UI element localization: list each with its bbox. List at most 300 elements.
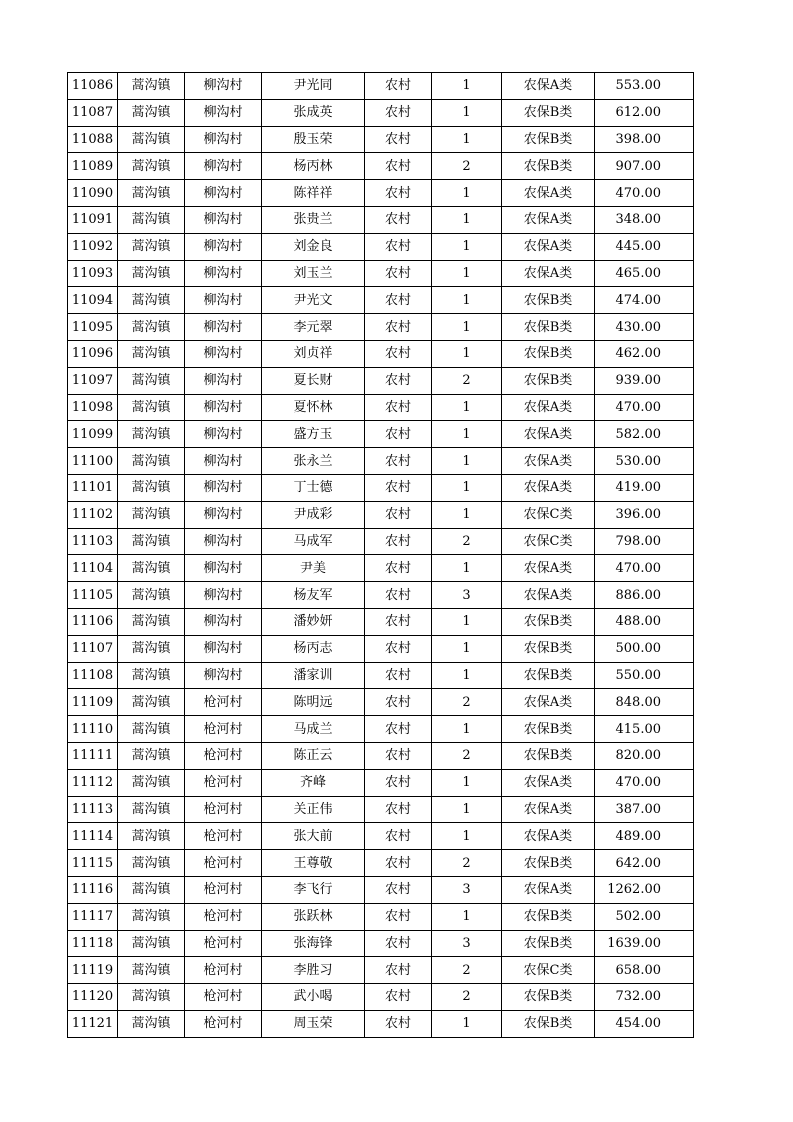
insurance-type-cell: 农保A类	[502, 421, 595, 448]
town-cell: 蒿沟镇	[118, 126, 185, 153]
insurance-type-cell: 农保A类	[502, 180, 595, 207]
category-cell: 农村	[365, 930, 432, 957]
village-cell: 柳沟村	[185, 501, 262, 528]
table-row	[68, 796, 694, 823]
table-row	[68, 501, 694, 528]
row-id-cell: 11117	[68, 903, 118, 930]
village-cell: 柳沟村	[185, 180, 262, 207]
amount-cell: 489.00	[595, 823, 694, 850]
row-id-cell: 11108	[68, 662, 118, 689]
person-name-cell: 夏长财	[262, 367, 365, 394]
household-size-cell: 1	[432, 769, 502, 796]
village-cell: 柳沟村	[185, 528, 262, 555]
town-cell: 蒿沟镇	[118, 716, 185, 743]
insurance-type-cell: 农保C类	[502, 501, 595, 528]
category-cell: 农村	[365, 1010, 432, 1037]
household-size-cell: 1	[432, 314, 502, 341]
table-row	[68, 635, 694, 662]
category-cell: 农村	[365, 501, 432, 528]
village-cell: 柳沟村	[185, 474, 262, 501]
town-cell: 蒿沟镇	[118, 474, 185, 501]
town-cell: 蒿沟镇	[118, 957, 185, 984]
town-cell: 蒿沟镇	[118, 260, 185, 287]
town-cell: 蒿沟镇	[118, 984, 185, 1011]
town-cell: 蒿沟镇	[118, 314, 185, 341]
insurance-type-cell: 农保B类	[502, 635, 595, 662]
town-cell: 蒿沟镇	[118, 528, 185, 555]
insurance-type-cell: 农保B类	[502, 99, 595, 126]
category-cell: 农村	[365, 206, 432, 233]
person-name-cell: 张永兰	[262, 448, 365, 475]
row-id-cell: 11101	[68, 474, 118, 501]
person-name-cell: 杨丙志	[262, 635, 365, 662]
household-size-cell: 1	[432, 796, 502, 823]
town-cell: 蒿沟镇	[118, 287, 185, 314]
town-cell: 蒿沟镇	[118, 394, 185, 421]
category-cell: 农村	[365, 582, 432, 609]
row-id-cell: 11089	[68, 153, 118, 180]
row-id-cell: 11086	[68, 73, 118, 100]
village-cell: 柳沟村	[185, 340, 262, 367]
village-cell: 柳沟村	[185, 314, 262, 341]
household-size-cell: 1	[432, 501, 502, 528]
table-row	[68, 260, 694, 287]
insurance-type-cell: 农保A类	[502, 448, 595, 475]
amount-cell: 445.00	[595, 233, 694, 260]
table-row	[68, 689, 694, 716]
row-id-cell: 11098	[68, 394, 118, 421]
household-size-cell: 1	[432, 474, 502, 501]
village-cell: 枪河村	[185, 876, 262, 903]
village-cell: 枪河村	[185, 796, 262, 823]
town-cell: 蒿沟镇	[118, 555, 185, 582]
person-name-cell: 李飞行	[262, 876, 365, 903]
household-size-cell: 1	[432, 662, 502, 689]
table-row	[68, 582, 694, 609]
town-cell: 蒿沟镇	[118, 73, 185, 100]
town-cell: 蒿沟镇	[118, 153, 185, 180]
insurance-type-cell: 农保B类	[502, 287, 595, 314]
amount-cell: 500.00	[595, 635, 694, 662]
town-cell: 蒿沟镇	[118, 340, 185, 367]
insurance-type-cell: 农保A类	[502, 689, 595, 716]
household-size-cell: 2	[432, 689, 502, 716]
person-name-cell: 盛方玉	[262, 421, 365, 448]
amount-cell: 465.00	[595, 260, 694, 287]
person-name-cell: 潘家训	[262, 662, 365, 689]
person-name-cell: 潘妙妍	[262, 608, 365, 635]
town-cell: 蒿沟镇	[118, 662, 185, 689]
category-cell: 农村	[365, 73, 432, 100]
person-name-cell: 关正伟	[262, 796, 365, 823]
table-row	[68, 153, 694, 180]
amount-cell: 398.00	[595, 126, 694, 153]
village-cell: 柳沟村	[185, 394, 262, 421]
village-cell: 柳沟村	[185, 153, 262, 180]
row-id-cell: 11100	[68, 448, 118, 475]
insurance-type-cell: 农保B类	[502, 314, 595, 341]
amount-cell: 907.00	[595, 153, 694, 180]
village-cell: 枪河村	[185, 984, 262, 1011]
row-id-cell: 11109	[68, 689, 118, 716]
town-cell: 蒿沟镇	[118, 421, 185, 448]
person-name-cell: 张海锋	[262, 930, 365, 957]
village-cell: 枪河村	[185, 903, 262, 930]
category-cell: 农村	[365, 608, 432, 635]
table-row	[68, 287, 694, 314]
household-size-cell: 1	[432, 555, 502, 582]
category-cell: 农村	[365, 957, 432, 984]
person-name-cell: 刘贞祥	[262, 340, 365, 367]
insurance-type-cell: 农保A类	[502, 555, 595, 582]
town-cell: 蒿沟镇	[118, 823, 185, 850]
village-cell: 枪河村	[185, 1010, 262, 1037]
person-name-cell: 尹美	[262, 555, 365, 582]
person-name-cell: 王尊敬	[262, 850, 365, 877]
insurance-type-cell: 农保B类	[502, 850, 595, 877]
insurance-type-cell: 农保B类	[502, 340, 595, 367]
town-cell: 蒿沟镇	[118, 99, 185, 126]
insurance-type-cell: 农保B类	[502, 608, 595, 635]
town-cell: 蒿沟镇	[118, 930, 185, 957]
row-id-cell: 11112	[68, 769, 118, 796]
row-id-cell: 11121	[68, 1010, 118, 1037]
insurance-type-cell: 农保C类	[502, 957, 595, 984]
amount-cell: 642.00	[595, 850, 694, 877]
insurance-type-cell: 农保B类	[502, 662, 595, 689]
amount-cell: 430.00	[595, 314, 694, 341]
town-cell: 蒿沟镇	[118, 796, 185, 823]
person-name-cell: 杨丙林	[262, 153, 365, 180]
row-id-cell: 11107	[68, 635, 118, 662]
row-id-cell: 11118	[68, 930, 118, 957]
town-cell: 蒿沟镇	[118, 608, 185, 635]
village-cell: 柳沟村	[185, 448, 262, 475]
table-row	[68, 823, 694, 850]
amount-cell: 415.00	[595, 716, 694, 743]
category-cell: 农村	[365, 340, 432, 367]
amount-cell: 419.00	[595, 474, 694, 501]
category-cell: 农村	[365, 984, 432, 1011]
household-size-cell: 1	[432, 823, 502, 850]
row-id-cell: 11095	[68, 314, 118, 341]
table-row	[68, 528, 694, 555]
household-size-cell: 1	[432, 287, 502, 314]
row-id-cell: 11120	[68, 984, 118, 1011]
category-cell: 农村	[365, 528, 432, 555]
category-cell: 农村	[365, 555, 432, 582]
amount-cell: 530.00	[595, 448, 694, 475]
person-name-cell: 李元翠	[262, 314, 365, 341]
insurance-type-cell: 农保A类	[502, 582, 595, 609]
village-cell: 枪河村	[185, 716, 262, 743]
insurance-type-cell: 农保A类	[502, 796, 595, 823]
category-cell: 农村	[365, 180, 432, 207]
insurance-type-cell: 农保C类	[502, 528, 595, 555]
table-row	[68, 957, 694, 984]
person-name-cell: 马成兰	[262, 716, 365, 743]
town-cell: 蒿沟镇	[118, 742, 185, 769]
amount-cell: 848.00	[595, 689, 694, 716]
village-cell: 柳沟村	[185, 126, 262, 153]
village-cell: 柳沟村	[185, 287, 262, 314]
household-size-cell: 3	[432, 930, 502, 957]
insurance-type-cell: 农保B类	[502, 930, 595, 957]
household-size-cell: 1	[432, 448, 502, 475]
row-id-cell: 11114	[68, 823, 118, 850]
amount-cell: 387.00	[595, 796, 694, 823]
town-cell: 蒿沟镇	[118, 1010, 185, 1037]
category-cell: 农村	[365, 314, 432, 341]
insurance-type-cell: 农保A类	[502, 823, 595, 850]
category-cell: 农村	[365, 421, 432, 448]
row-id-cell: 11096	[68, 340, 118, 367]
insurance-type-cell: 农保B类	[502, 903, 595, 930]
amount-cell: 553.00	[595, 73, 694, 100]
person-name-cell: 张贵兰	[262, 206, 365, 233]
household-size-cell: 1	[432, 1010, 502, 1037]
row-id-cell: 11106	[68, 608, 118, 635]
row-id-cell: 11119	[68, 957, 118, 984]
town-cell: 蒿沟镇	[118, 903, 185, 930]
household-size-cell: 1	[432, 180, 502, 207]
category-cell: 农村	[365, 367, 432, 394]
person-name-cell: 张跃林	[262, 903, 365, 930]
person-name-cell: 刘金良	[262, 233, 365, 260]
amount-cell: 1639.00	[595, 930, 694, 957]
village-cell: 柳沟村	[185, 233, 262, 260]
insurance-type-cell: 农保B类	[502, 742, 595, 769]
insurance-type-cell: 农保B类	[502, 367, 595, 394]
table-row	[68, 555, 694, 582]
table-row	[68, 769, 694, 796]
village-cell: 柳沟村	[185, 555, 262, 582]
insurance-type-cell: 农保A类	[502, 474, 595, 501]
category-cell: 农村	[365, 742, 432, 769]
category-cell: 农村	[365, 823, 432, 850]
table-row	[68, 876, 694, 903]
amount-cell: 550.00	[595, 662, 694, 689]
category-cell: 农村	[365, 689, 432, 716]
insurance-type-cell: 农保B类	[502, 1010, 595, 1037]
village-cell: 枪河村	[185, 850, 262, 877]
village-cell: 柳沟村	[185, 260, 262, 287]
amount-cell: 582.00	[595, 421, 694, 448]
table-row	[68, 930, 694, 957]
table-row	[68, 206, 694, 233]
table-row	[68, 340, 694, 367]
insurance-type-cell: 农保B类	[502, 716, 595, 743]
village-cell: 柳沟村	[185, 635, 262, 662]
household-size-cell: 1	[432, 206, 502, 233]
row-id-cell: 11110	[68, 716, 118, 743]
person-name-cell: 齐峰	[262, 769, 365, 796]
table-row	[68, 608, 694, 635]
household-size-cell: 1	[432, 126, 502, 153]
table-row	[68, 474, 694, 501]
row-id-cell: 11104	[68, 555, 118, 582]
person-name-cell: 张大前	[262, 823, 365, 850]
person-name-cell: 陈正云	[262, 742, 365, 769]
amount-cell: 1262.00	[595, 876, 694, 903]
household-table	[67, 72, 694, 1038]
household-size-cell: 1	[432, 340, 502, 367]
household-size-cell: 1	[432, 608, 502, 635]
category-cell: 农村	[365, 850, 432, 877]
village-cell: 枪河村	[185, 742, 262, 769]
table-row	[68, 394, 694, 421]
row-id-cell: 11115	[68, 850, 118, 877]
person-name-cell: 李胜习	[262, 957, 365, 984]
household-size-cell: 1	[432, 233, 502, 260]
village-cell: 枪河村	[185, 930, 262, 957]
amount-cell: 732.00	[595, 984, 694, 1011]
household-size-cell: 2	[432, 742, 502, 769]
row-id-cell: 11102	[68, 501, 118, 528]
row-id-cell: 11090	[68, 180, 118, 207]
table-row	[68, 984, 694, 1011]
insurance-type-cell: 农保B类	[502, 984, 595, 1011]
insurance-type-cell: 农保A类	[502, 876, 595, 903]
person-name-cell: 殷玉荣	[262, 126, 365, 153]
category-cell: 农村	[365, 474, 432, 501]
insurance-type-cell: 农保B类	[502, 153, 595, 180]
household-size-cell: 1	[432, 260, 502, 287]
row-id-cell: 11103	[68, 528, 118, 555]
insurance-type-cell: 农保A类	[502, 206, 595, 233]
amount-cell: 502.00	[595, 903, 694, 930]
amount-cell: 488.00	[595, 608, 694, 635]
row-id-cell: 11094	[68, 287, 118, 314]
town-cell: 蒿沟镇	[118, 689, 185, 716]
village-cell: 枪河村	[185, 769, 262, 796]
row-id-cell: 11099	[68, 421, 118, 448]
amount-cell: 612.00	[595, 99, 694, 126]
amount-cell: 396.00	[595, 501, 694, 528]
amount-cell: 470.00	[595, 394, 694, 421]
village-cell: 柳沟村	[185, 662, 262, 689]
town-cell: 蒿沟镇	[118, 582, 185, 609]
town-cell: 蒿沟镇	[118, 635, 185, 662]
row-id-cell: 11092	[68, 233, 118, 260]
amount-cell: 658.00	[595, 957, 694, 984]
village-cell: 柳沟村	[185, 99, 262, 126]
category-cell: 农村	[365, 876, 432, 903]
category-cell: 农村	[365, 716, 432, 743]
amount-cell: 462.00	[595, 340, 694, 367]
row-id-cell: 11091	[68, 206, 118, 233]
row-id-cell: 11105	[68, 582, 118, 609]
table-row	[68, 903, 694, 930]
insurance-type-cell: 农保B类	[502, 126, 595, 153]
person-name-cell: 武小喝	[262, 984, 365, 1011]
category-cell: 农村	[365, 769, 432, 796]
village-cell: 枪河村	[185, 823, 262, 850]
household-size-cell: 1	[432, 99, 502, 126]
insurance-type-cell: 农保A类	[502, 73, 595, 100]
town-cell: 蒿沟镇	[118, 501, 185, 528]
category-cell: 农村	[365, 635, 432, 662]
amount-cell: 454.00	[595, 1010, 694, 1037]
category-cell: 农村	[365, 153, 432, 180]
village-cell: 柳沟村	[185, 421, 262, 448]
insurance-type-cell: 农保A类	[502, 260, 595, 287]
row-id-cell: 11087	[68, 99, 118, 126]
category-cell: 农村	[365, 662, 432, 689]
village-cell: 柳沟村	[185, 73, 262, 100]
person-name-cell: 夏怀林	[262, 394, 365, 421]
household-size-cell: 1	[432, 421, 502, 448]
table-row	[68, 73, 694, 100]
household-size-cell: 1	[432, 635, 502, 662]
household-size-cell: 1	[432, 716, 502, 743]
insurance-type-cell: 农保A类	[502, 394, 595, 421]
person-name-cell: 尹光同	[262, 73, 365, 100]
table-row	[68, 126, 694, 153]
household-size-cell: 2	[432, 153, 502, 180]
person-name-cell: 丁士德	[262, 474, 365, 501]
town-cell: 蒿沟镇	[118, 180, 185, 207]
category-cell: 农村	[365, 99, 432, 126]
table-row	[68, 742, 694, 769]
amount-cell: 886.00	[595, 582, 694, 609]
table-row	[68, 421, 694, 448]
amount-cell: 474.00	[595, 287, 694, 314]
household-size-cell: 1	[432, 394, 502, 421]
amount-cell: 798.00	[595, 528, 694, 555]
row-id-cell: 11113	[68, 796, 118, 823]
table-row	[68, 1010, 694, 1037]
category-cell: 农村	[365, 394, 432, 421]
table-row	[68, 367, 694, 394]
table-row	[68, 850, 694, 877]
amount-cell: 820.00	[595, 742, 694, 769]
category-cell: 农村	[365, 287, 432, 314]
town-cell: 蒿沟镇	[118, 850, 185, 877]
table-row	[68, 716, 694, 743]
household-size-cell: 1	[432, 73, 502, 100]
amount-cell: 470.00	[595, 180, 694, 207]
amount-cell: 470.00	[595, 555, 694, 582]
row-id-cell: 11111	[68, 742, 118, 769]
category-cell: 农村	[365, 796, 432, 823]
row-id-cell: 11088	[68, 126, 118, 153]
table-row	[68, 99, 694, 126]
person-name-cell: 刘玉兰	[262, 260, 365, 287]
town-cell: 蒿沟镇	[118, 876, 185, 903]
category-cell: 农村	[365, 260, 432, 287]
row-id-cell: 11116	[68, 876, 118, 903]
village-cell: 柳沟村	[185, 582, 262, 609]
category-cell: 农村	[365, 126, 432, 153]
town-cell: 蒿沟镇	[118, 769, 185, 796]
amount-cell: 939.00	[595, 367, 694, 394]
person-name-cell: 尹成彩	[262, 501, 365, 528]
town-cell: 蒿沟镇	[118, 233, 185, 260]
town-cell: 蒿沟镇	[118, 448, 185, 475]
village-cell: 柳沟村	[185, 206, 262, 233]
village-cell: 枪河村	[185, 689, 262, 716]
household-size-cell: 1	[432, 903, 502, 930]
person-name-cell: 尹光文	[262, 287, 365, 314]
town-cell: 蒿沟镇	[118, 367, 185, 394]
town-cell: 蒿沟镇	[118, 206, 185, 233]
amount-cell: 470.00	[595, 769, 694, 796]
household-size-cell: 2	[432, 367, 502, 394]
table-row	[68, 180, 694, 207]
household-size-cell: 2	[432, 528, 502, 555]
insurance-type-cell: 农保A类	[502, 233, 595, 260]
